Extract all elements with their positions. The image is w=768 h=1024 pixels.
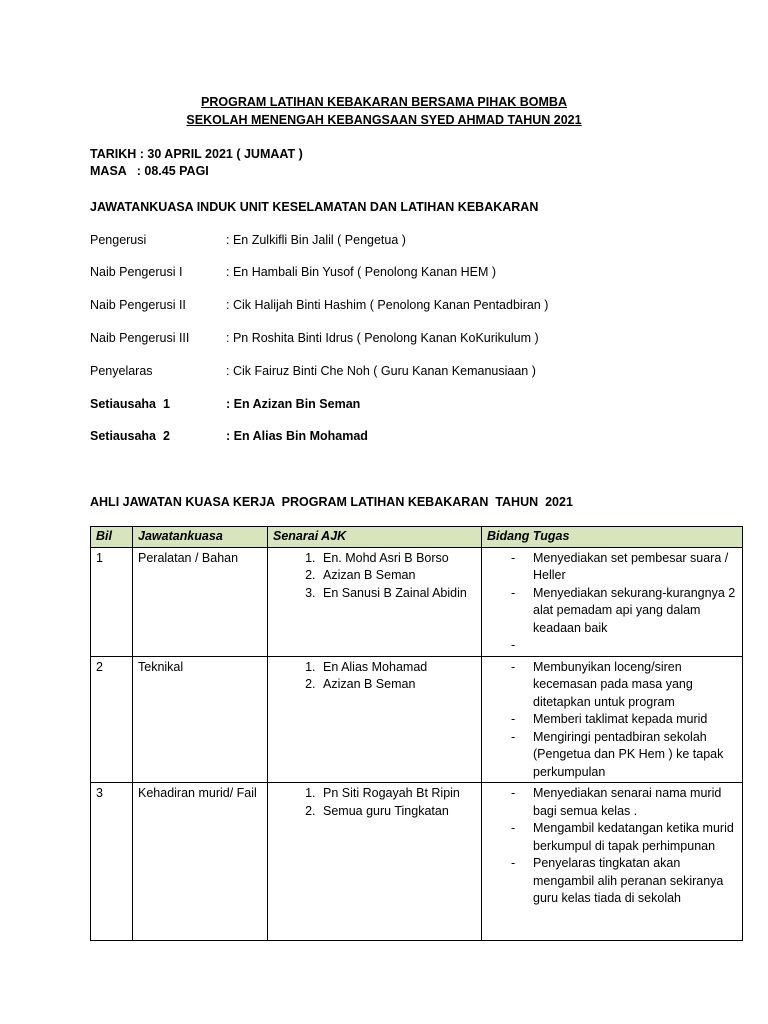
committee-role: Setiausaha 1 bbox=[90, 397, 170, 411]
cell-jawatankuasa: Peralatan / Bahan bbox=[133, 547, 268, 656]
committee-role: Setiausaha 2 bbox=[90, 429, 170, 443]
committee-member: : Cik Halijah Binti Hashim ( Penolong Kanan Pentadbiran ) bbox=[226, 298, 549, 312]
ajk-heading: AHLI JAWATAN KUASA KERJA PROGRAM LATIHAN KEBAKARAN TAHUN 2021 bbox=[90, 495, 573, 509]
column-header-jawatankuasa: Jawatankuasa bbox=[133, 527, 268, 548]
list-item: 2. Azizan B Seman bbox=[319, 567, 476, 585]
committee-role: Naib Pengerusi III bbox=[90, 331, 190, 345]
table-row bbox=[91, 656, 743, 783]
doc-title-line1: PROGRAM LATIHAN KEBAKARAN BERSAMA PIHAK BOMBA bbox=[201, 95, 567, 109]
committee-member: : En Alias Bin Mohamad bbox=[226, 429, 368, 443]
cell-tugas bbox=[482, 547, 743, 656]
tarikh-line: TARIKH : 30 APRIL 2021 ( JUMAAT ) bbox=[90, 147, 303, 161]
list-item: 1. Pn Siti Rogayah Bt Ripin bbox=[319, 785, 476, 803]
cell-senarai bbox=[268, 656, 482, 783]
list-item bbox=[487, 637, 737, 655]
cell-tugas bbox=[482, 783, 743, 941]
committee-role: Pengerusi bbox=[90, 233, 147, 247]
column-header-senarai-ajk: Senarai AJK bbox=[268, 527, 482, 548]
committee-member: : En Azizan Bin Seman bbox=[226, 397, 361, 411]
column-header-bidang-tugas: Bidang Tugas bbox=[482, 527, 743, 548]
list-item: 1. En Alias Mohamad bbox=[319, 659, 476, 677]
cell-tugas bbox=[482, 656, 743, 783]
list-item: - Menyediakan set pembesar suara / Heller bbox=[487, 550, 737, 585]
list-item: 3. En Sanusi B Zainal Abidin bbox=[319, 585, 476, 603]
list-item: - Menyediakan sekurang-kurangnya 2 alat pemadam api yang dalam keadaan baik bbox=[487, 585, 737, 638]
table-row bbox=[91, 547, 743, 656]
list-item: - Mengiringi pentadbiran sekolah (Pengetua dan PK Hem ) ke tapak perkumpulan bbox=[487, 729, 737, 782]
committee-role: Naib Pengerusi I bbox=[90, 265, 183, 279]
cell-jawatankuasa: Teknikal bbox=[133, 656, 268, 783]
table-row bbox=[91, 783, 743, 941]
doc-title-line2: SEKOLAH MENENGAH KEBANGSAAN SYED AHMAD TAHUN 2021 bbox=[186, 113, 582, 127]
committee-member: : Cik Fairuz Binti Che Noh ( Guru Kanan Kemanusiaan ) bbox=[226, 364, 536, 378]
committee-member: : En Zulkifli Bin Jalil ( Pengetua ) bbox=[226, 233, 406, 247]
committee-member: : En Hambali Bin Yusof ( Penolong Kanan HEM ) bbox=[226, 265, 497, 279]
cell-jawatankuasa: Kehadiran murid/ Fail bbox=[133, 783, 268, 941]
committee-heading: JAWATANKUASA INDUK UNIT KESELAMATAN DAN LATIHAN KEBAKARAN bbox=[90, 200, 539, 214]
list-item: - Membunyikan loceng/siren kecemasan pada masa yang ditetapkan untuk program bbox=[487, 659, 737, 712]
cell-bil: 3 bbox=[91, 783, 133, 941]
ajk-table bbox=[90, 526, 743, 941]
committee-member: : Pn Roshita Binti Idrus ( Penolong Kanan KoKurikulum ) bbox=[226, 331, 539, 345]
committee-role: Naib Pengerusi II bbox=[90, 298, 186, 312]
list-item: 2. Azizan B Seman bbox=[319, 676, 476, 694]
committee-role: Penyelaras bbox=[90, 364, 153, 378]
table-header-row bbox=[91, 527, 743, 548]
cell-bil: 2 bbox=[91, 656, 133, 783]
list-item: 1. En. Mohd Asri B Borso bbox=[319, 550, 476, 568]
masa-line: MASA : 08.45 PAGI bbox=[90, 164, 209, 178]
list-item: - Memberi taklimat kepada murid bbox=[487, 711, 737, 729]
list-item: - Menyediakan senarai nama murid bagi semua kelas . bbox=[487, 785, 737, 820]
cell-senarai bbox=[268, 547, 482, 656]
list-item: - Mengambil kedatangan ketika murid berkumpul di tapak perhimpunan bbox=[487, 820, 737, 855]
list-item: - Penyelaras tingkatan akan mengambil alih peranan sekiranya guru kelas tiada di sekolah bbox=[487, 855, 737, 908]
cell-bil: 1 bbox=[91, 547, 133, 656]
list-item: 2. Semua guru Tingkatan bbox=[319, 803, 476, 821]
cell-senarai bbox=[268, 783, 482, 941]
column-header-bil: Bil bbox=[91, 527, 133, 548]
